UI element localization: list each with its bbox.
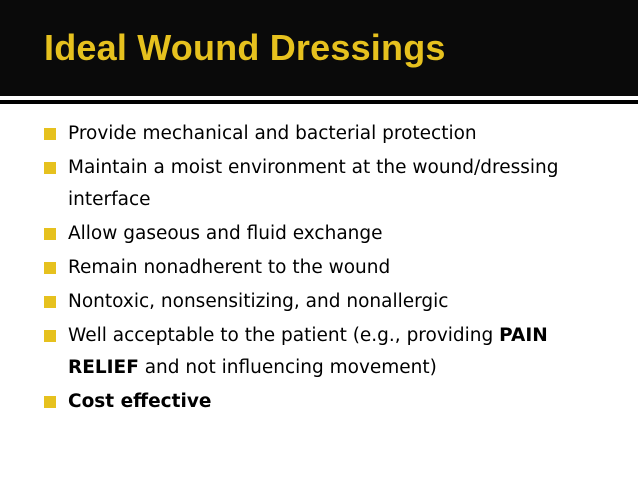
bullet-item [44,118,614,150]
slide-title: Ideal Wound Dressings [44,27,446,68]
bullet-item [44,386,614,418]
bullet-item [44,286,614,318]
bullet-item [44,218,614,250]
square-bullet-icon [44,396,56,408]
square-bullet-icon [44,128,56,140]
bullet-item [44,152,614,216]
bullet-item [44,252,614,284]
bullet-text-bold: Cost effective [68,391,212,412]
bullet-text: Provide mechanical and bacterial protection [68,123,477,144]
title-bar [0,0,638,100]
square-bullet-icon [44,262,56,274]
bullet-text: Nontoxic, nonsensitizing, and nonallergic [68,291,449,312]
square-bullet-icon [44,162,56,174]
square-bullet-icon [44,296,56,308]
bullet-text: Remain nonadherent to the wound [68,257,391,278]
square-bullet-icon [44,228,56,240]
bullet-text: Allow gaseous and fluid exchange [68,223,383,244]
square-bullet-icon [44,330,56,342]
bullet-list [44,118,614,420]
bullet-text: Maintain a moist environment at the wound/dressing interface [68,157,559,210]
bullet-item [44,320,614,384]
slide-content [0,104,638,479]
bullet-text-before: Well acceptable to the patient (e.g., providing [68,325,500,346]
bullet-text-bold: PAIN RELIEF [68,325,548,378]
bullet-text-after: and not influencing movement) [138,357,437,378]
